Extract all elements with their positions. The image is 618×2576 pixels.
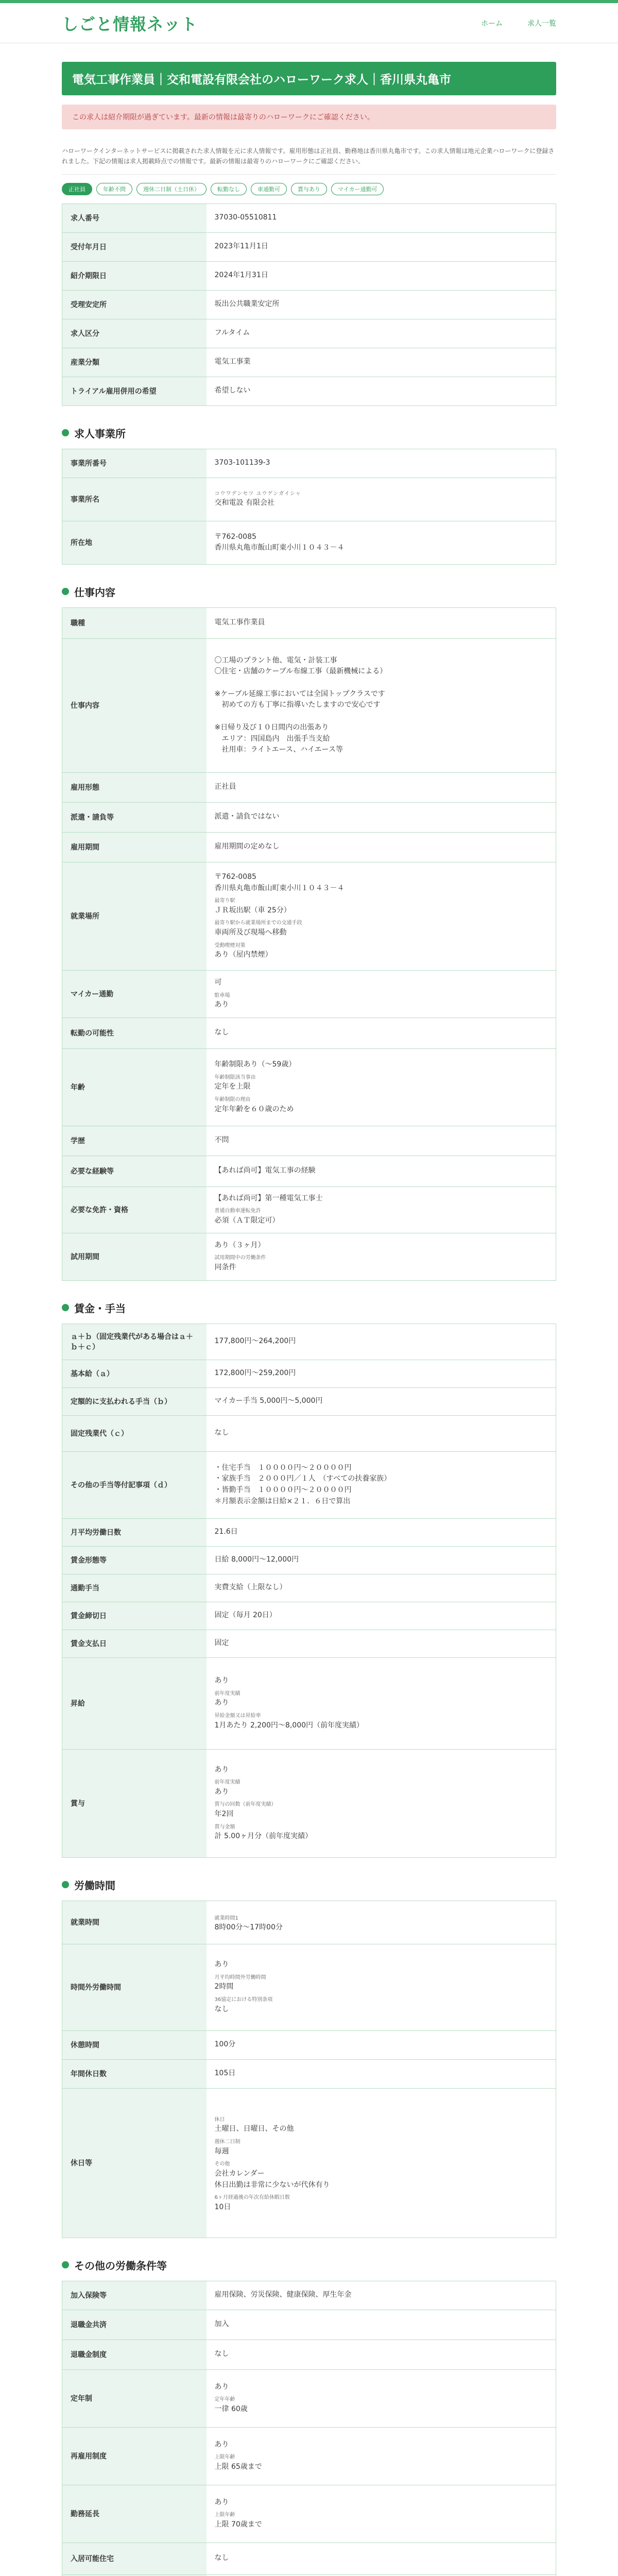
table-row: 雇用期間 雇用期間の定めなし <box>62 832 556 862</box>
expired-alert: この求人は紹介期限が過ぎています。最新の情報は最寄りのハローワークにご確認ください。 <box>62 105 556 129</box>
bullet-icon <box>62 1881 69 1888</box>
table-row: 就業時間 就業時間1 8時00分〜17時00分 <box>62 1901 556 1944</box>
tag-bonus: 賞与あり <box>291 183 327 195</box>
table-row: 昇給 あり 前年度実績 あり 昇給金額又は昇給率 1月あたり 2,200円〜8,000円（前年度実績） <box>62 1657 556 1749</box>
table-row: 入居可能住宅 なし <box>62 2543 556 2574</box>
main-content <box>62 62 556 2576</box>
section-heading-job: 仕事内容 <box>62 584 556 599</box>
job-description-intro: ハローワークインターネットサービスに掲載された求人情報を元に求人情報です。雇用形態は正社員、勤務地は香川県丸亀市です。この求人情報は地元企業ハローワークに登録されました。下記の情報は求人掲載時点での情報です。最新の情報は最寄りのハローワークにご確認ください。 <box>62 141 556 175</box>
page-title: 電気工事作業員｜交和電設有限会社のハローワーク求人｜香川県丸亀市 <box>62 62 556 95</box>
table-row: 事業所名 コウワデンセツ ユウゲンガイシャ 交和電設 有限会社 <box>62 478 556 521</box>
table-row: 紹介期限日 2024年1月31日 <box>62 261 556 290</box>
table-row: 年間休日数 105日 <box>62 2059 556 2088</box>
table-row: 派遣・請負等 派遣・請負ではない <box>62 802 556 832</box>
table-row: 休日等 休日 土曜日、日曜日、その他 週休二日制 毎週 その他 会社カレンダー 休日出勤は非常に少ないが代休有り 6ヶ月経過後の年次有給休暇日数 10日 <box>62 2088 556 2238</box>
table-row: 賞与 あり 前年度実績 あり 賞与の回数（前年度実績） 年2回 賞与金額 計 5.00ヶ月分（前年度実績） <box>62 1749 556 1857</box>
tag-fulltime: 正社員 <box>62 183 92 195</box>
table-row: 雇用形態 正社員 <box>62 772 556 802</box>
table-row: トライアル雇用併用の希望 希望しない <box>62 377 556 405</box>
tag-no-transfer: 転勤なし <box>211 183 247 195</box>
table-row: 固定残業代（ｃ） なし <box>62 1415 556 1451</box>
bullet-icon <box>62 2261 69 2268</box>
feature-tags <box>62 183 556 195</box>
section-heading-hours: 労働時間 <box>62 1877 556 1892</box>
job-table <box>62 607 556 1281</box>
table-row: 職種 電気工事作業員 <box>62 607 556 638</box>
table-row: ａ＋ｂ（固定残業代がある場合はａ＋ｂ＋ｃ） 177,800円〜264,200円 <box>62 1324 556 1360</box>
table-row: 再雇用制度 あり 上限年齢 上限 65歳まで <box>62 2427 556 2485</box>
table-row: 学歴 不問 <box>62 1126 556 1156</box>
basic-info-table <box>62 204 556 406</box>
nav-job-list-link[interactable]: 求人一覧 <box>527 19 556 28</box>
table-row: 賃金支払日 固定 <box>62 1630 556 1657</box>
site-logo[interactable]: しごと情報ネット <box>62 14 198 34</box>
table-row: 時間外労働時間 あり 月平均時間外労働時間 2時間 36協定における特別条項 なし <box>62 1944 556 2030</box>
table-row: 月平均労働日数 21.6日 <box>62 1518 556 1546</box>
section-heading-office: 求人事業所 <box>62 426 556 440</box>
main-nav <box>481 18 556 28</box>
table-row: 退職金共済 加入 <box>62 2310 556 2340</box>
tag-age: 年齢不問 <box>96 183 132 195</box>
table-row: 休憩時間 100分 <box>62 2030 556 2059</box>
hours-table <box>62 1901 556 2238</box>
other-table <box>62 2281 556 2576</box>
table-row: 基本給（ａ） 172,800円〜259,200円 <box>62 1360 556 1387</box>
tag-car: 車通勤可 <box>251 183 287 195</box>
table-row: 必要な経験等 【あれば尚可】電気工事の経験 <box>62 1156 556 1187</box>
site-header <box>0 3 618 43</box>
table-row: 賃金形態等 日給 8,000円〜12,000円 <box>62 1546 556 1574</box>
table-row: 定年制 あり 定年年齢 一律 60歳 <box>62 2369 556 2427</box>
table-row: 求人区分 フルタイム <box>62 319 556 348</box>
table-row: 受理安定所 坂出公共職業安定所 <box>62 290 556 319</box>
table-row: 産業分類 電気工事業 <box>62 348 556 377</box>
table-row: その他の手当等付記事項（ｄ） ・住宅手当 １００００円〜２００００円 ・家族手当 ２０００円／１人 （すべての扶養家族） ・皆勤手当 １００００円〜２００００円 ＊月額表示金額は日給×２１．６日で算出 <box>62 1451 556 1518</box>
bullet-icon <box>62 1304 69 1311</box>
nav-home-link[interactable]: ホーム <box>481 19 503 28</box>
table-row: 就業場所 〒762-0085 香川県丸亀市飯山町東小川１０４３－４ 最寄り駅 ＪＲ坂出駅（車 25分） 最寄り駅から就業場所までの交通手段 車両所及び現場へ移動 受動喫煙対策 あり（屋内禁煙） <box>62 862 556 970</box>
table-row: 仕事内容 〇工場のプラント他、電気・計装工事 〇住宅・店舗のケーブル布線工事（最新機械による） ※ケーブル延線工事においては全国トップクラスです 初めての方も丁寧に指導いたしますので安心です ※日帰り及び１０日間内の出張あり エリア：四国島内 出張手当支給 社用車：ライトエース、ハイエース等 <box>62 638 556 772</box>
tag-mycar: マイカー通勤可 <box>331 183 384 195</box>
bullet-icon <box>62 588 69 595</box>
section-heading-other: その他の労働条件等 <box>62 2258 556 2273</box>
table-row: 試用期間 あり（３ヶ月） 試用期間中の労働条件 同条件 <box>62 1233 556 1280</box>
table-row: 転勤の可能性 なし <box>62 1018 556 1048</box>
section-heading-wage: 賃金・手当 <box>62 1300 556 1315</box>
table-row: 事業所番号 3703-101139-3 <box>62 449 556 478</box>
table-row: マイカー通勤 可 駐車場 あり <box>62 970 556 1018</box>
table-row: 求人番号 37030-05510811 <box>62 204 556 232</box>
table-row: 年齢 年齢制限あり（～59歳） 年齢制限該当事由 定年を上限 年齢制限の理由 定年年齢を６０歳のため <box>62 1048 556 1126</box>
table-row: 加入保険等 雇用保険、労災保険、健康保険、厚生年金 <box>62 2281 556 2310</box>
table-row: 所在地 〒762-0085 香川県丸亀市飯山町東小川１０４３－４ <box>62 521 556 564</box>
table-row: 勤務延長 あり 上限年齢 上限 70歳まで <box>62 2485 556 2543</box>
table-row: 必要な免許・資格 【あれば尚可】第一種電気工事士 普通自動車運転免許 必須（ＡＴ限定可） <box>62 1187 556 1233</box>
table-row: 受付年月日 2023年11月1日 <box>62 232 556 261</box>
table-row: 定額的に支払われる手当（ｂ） マイカー手当 5,000円〜5,000円 <box>62 1387 556 1415</box>
office-table <box>62 449 556 565</box>
tag-weekend: 週休二日制（土日休） <box>136 183 207 195</box>
table-row: 通勤手当 実費支給（上限なし） <box>62 1574 556 1602</box>
table-row: 退職金制度 なし <box>62 2340 556 2369</box>
table-row: 賃金締切日 固定（毎月 20日） <box>62 1602 556 1630</box>
bullet-icon <box>62 429 69 436</box>
wage-table <box>62 1324 556 1858</box>
